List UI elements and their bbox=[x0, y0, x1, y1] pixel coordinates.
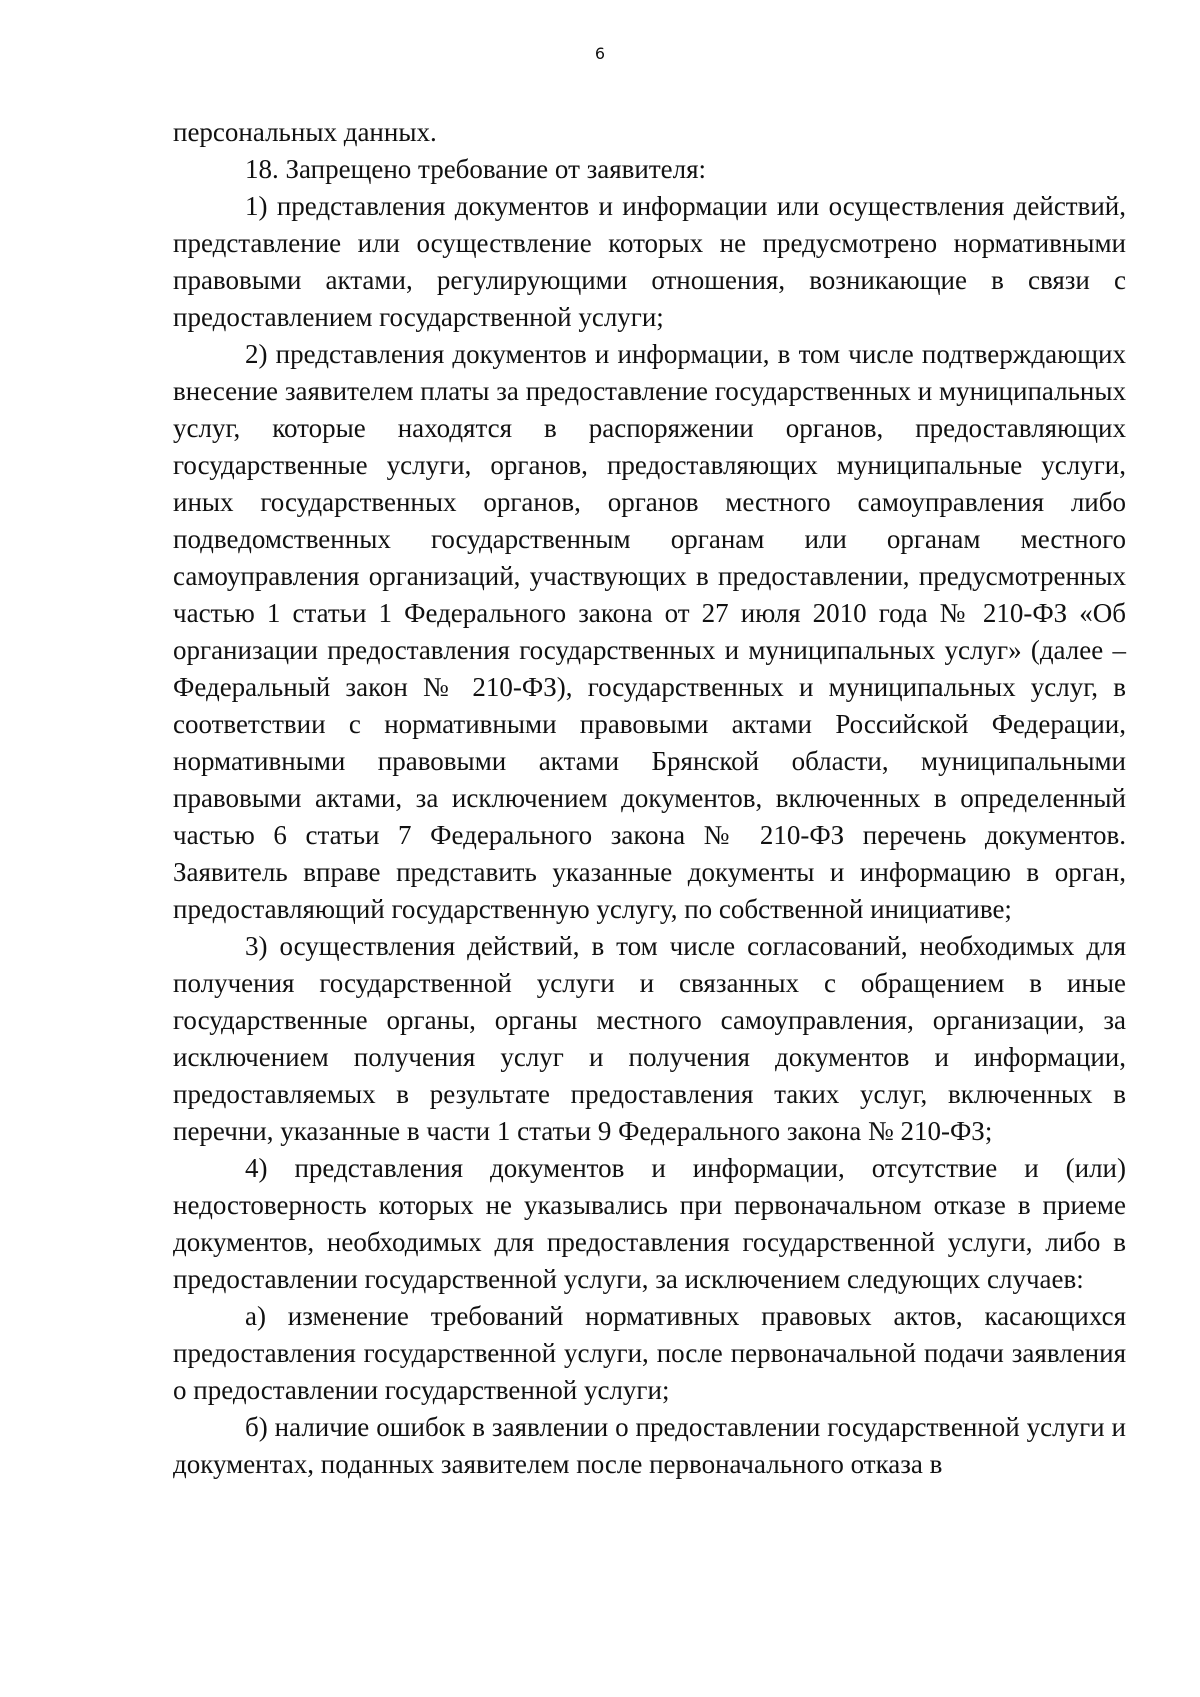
paragraph-item-1: 1) представления документов и информации или осуществления действий, представление или осуществление которых не предусмотрено нормативными правовыми актами, регулирующими отношения, возникающие в связи с предоставлением государственной услуги; bbox=[173, 191, 1126, 332]
paragraph-subitem-b: б) наличие ошибок в заявлении о предоставлении государственной услуги и документах, поданных заявителем после первоначального отказа в bbox=[173, 1412, 1126, 1479]
paragraph-continuation: персональных данных. bbox=[173, 117, 437, 147]
paragraph-clause-18: 18. Запрещено требование от заявителя: bbox=[245, 154, 707, 184]
page-number: 6 bbox=[594, 44, 606, 63]
paragraph-item-3: 3) осуществления действий, в том числе согласований, необходимых для получения государственной услуги и связанных с обращением в иные государственные органы, органы местного самоуправления, организации, за исключением получения услуг и получения документов и информации, предоставляемых в результате предоставления таких услуг, включенных в перечни, указанные в части 1 статьи 9 Федерального закона № 210-ФЗ; bbox=[173, 931, 1126, 1146]
document-body bbox=[173, 114, 1126, 1483]
paragraph-item-4: 4) представления документов и информации, отсутствие и (или) недостоверность которых не указывались при первоначальном отказе в приеме документов, необходимых для предоставления государственной услуги, либо в предоставлении государственной услуги, за исключением следующих случаев: bbox=[173, 1153, 1126, 1294]
paragraph-subitem-a: а) изменение требований нормативных правовых актов, касающихся предоставления государственной услуги, после первоначальной подачи заявления о предоставлении государственной услуги; bbox=[173, 1301, 1126, 1405]
paragraph-item-2: 2) представления документов и информации, в том числе подтверждающих внесение заявителем платы за предоставление государственных и муниципальных услуг, которые находятся в распоряжении органов, предоставляющих государственные услуги, органов, предоставляющих муниципальные услуги, иных государственных органов, органов местного самоуправления либо подведомственных государственным органам или органам местного самоуправления организаций, участвующих в предоставлении, предусмотренных частью 1 статьи 1 Федерального закона от 27 июля 2010 года № 210-ФЗ «Об организации предоставления государственных и муниципальных услуг» (далее – Федеральный закон № 210-ФЗ), государственных и муниципальных услуг, в соответствии с нормативными правовыми актами Российской Федерации, нормативными правовыми актами Брянской области, муниципальными правовыми актами, за исключением документов, включенных в определенный частью 6 статьи 7 Федерального закона № 210-ФЗ перечень документов. Заявитель вправе представить указанные документы и информацию в орган, предоставляющий государственную услугу, по собственной инициативе; bbox=[173, 339, 1126, 924]
